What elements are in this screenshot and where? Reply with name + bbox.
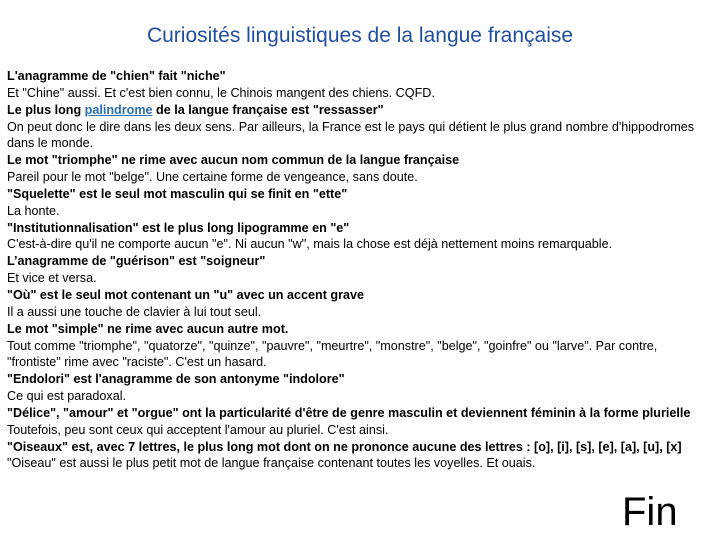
text-vice-versa: Et vice et versa. bbox=[7, 271, 97, 286]
heading-guerison: L’anagramme de "guérison" est "soigneur" bbox=[7, 254, 266, 269]
text-chine: Et "Chine" aussi. Et c'est bien connu, le Chinois mangent des chiens. CQFD. bbox=[7, 85, 435, 100]
heading-palindrome-pre: Le plus long bbox=[7, 102, 85, 117]
heading-squelette: "Squelette" est le seul mot masculin qui se finit en "ette" bbox=[7, 186, 348, 201]
heading-simple: Le mot "simple" ne rime avec aucun autre mot. bbox=[7, 321, 289, 336]
text-belge: Pareil pour le mot "belge". Une certaine forme de vengeance, sans doute. bbox=[7, 170, 418, 185]
text-honte: La honte. bbox=[7, 203, 60, 218]
text-oiseau: "Oiseau" est aussi le plus petit mot de langue française contenant toutes les voyelles. Et ouais. bbox=[7, 456, 536, 471]
text-hippodromes: On peut donc le dire dans les deux sens. Par ailleurs, la France est le pays qui détient le plus grand nombre d'hippodromes dans le monde. bbox=[7, 119, 695, 151]
text-touche: Il a aussi une touche de clavier à lui tout seul. bbox=[7, 304, 262, 319]
heading-oiseaux: "Oiseaux" est, avec 7 lettres, le plus long mot dont on ne prononce aucune des lettres : [o], [i], [s], [e], [a], [u], [x] bbox=[7, 439, 682, 454]
page-title: Curiosités linguistiques de la langue française bbox=[146, 24, 574, 47]
palindrome-link[interactable]: palindrome bbox=[84, 102, 153, 117]
heading-lipogramme: "Institutionnalisation" est le plus long lipogramme en "e" bbox=[7, 220, 350, 235]
slide-body bbox=[7, 68, 713, 472]
fin-label: Fin bbox=[622, 490, 678, 534]
heading-ou: "Où" est le seul mot contenant un "u" avec un accent grave bbox=[7, 287, 365, 302]
heading-endolori: "Endolori" est l'anagramme de son antonyme "indolore" bbox=[7, 372, 345, 387]
heading-chien-niche: L'anagramme de "chien" fait "niche" bbox=[7, 69, 226, 83]
heading-palindrome bbox=[7, 102, 713, 119]
text-lipogramme: C'est-à-dire qu'il ne comporte aucun "e". Ni aucun "w", mais la chose est déjà nettement moins remarquable. bbox=[7, 237, 613, 252]
heading-triomphe: Le mot "triomphe" ne rime avec aucun nom commun de la langue française bbox=[7, 153, 460, 168]
heading-palindrome-post: de la langue française est "ressasser" bbox=[152, 102, 384, 117]
heading-delice: "Délice", "amour" et "orgue" ont la particularité d'être de genre masculin et deviennent féminin à la forme plurielle bbox=[7, 405, 691, 420]
text-rimes: Tout comme "triomphe", "quatorze", "quinze", "pauvre", "meurtre", "monstre", "belge", "goinfre" ou "larve". Par contre, "frontiste" rime avec "raciste". C'est un hasard. bbox=[7, 338, 658, 370]
text-paradoxal: Ce qui est paradoxal. bbox=[7, 389, 127, 404]
text-amour: Toutefois, peu sont ceux qui acceptent l'amour au pluriel. C'est ainsi. bbox=[7, 422, 389, 437]
